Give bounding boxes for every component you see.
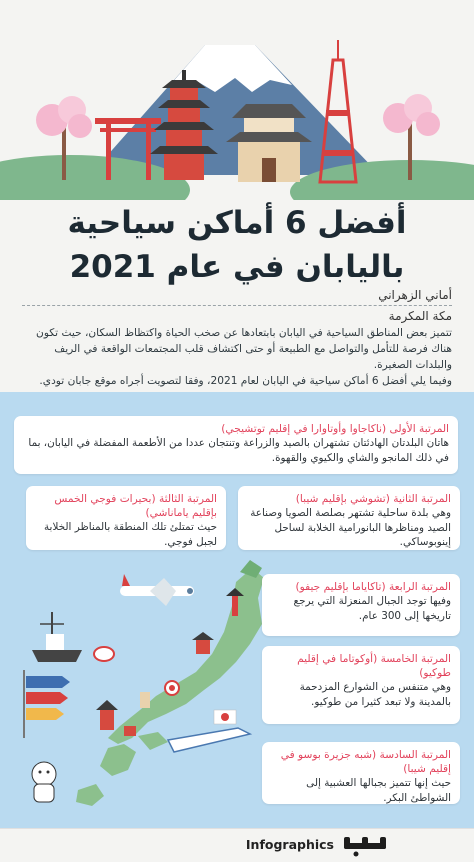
hero-illustration	[0, 0, 474, 200]
ranking-heading: المرتبة الثانية (تشوشي بإقليم شيبا)	[295, 493, 451, 505]
page-title-line1: أفضل 6 أماكن سياحية	[67, 205, 407, 241]
bullet-train-icon	[168, 728, 250, 752]
ranking-card-2	[238, 486, 460, 550]
footer-label: Infographics	[245, 837, 334, 852]
ranking-body: هاتان البلدتان الهادئتان تشتهران بالصيد والزراعة وتنتجان عددا من الأطعمة المفضلة في اليابان، بما في ذلك المانجو والشاي والكيوي والقهوة.	[28, 437, 449, 464]
ranking-body: وفيها توجد الجبال المنعزلة التي يرجع تاريخها إلى 300 عام.	[293, 595, 451, 622]
airplane-icon	[120, 574, 194, 606]
ranking-card-1	[14, 416, 458, 474]
ranking-card-5	[262, 646, 460, 724]
page-title-line2: باليابان في عام 2021	[69, 249, 405, 285]
ranking-heading: المرتبة الأولى (ناكاجاوا وأوتاوارا في إقليم توتشيجي)	[221, 423, 449, 435]
ranking-card-4	[262, 574, 460, 636]
ranking-card-3	[26, 486, 226, 550]
dateline: مكة المكرمة	[388, 309, 452, 323]
ranking-heading: المرتبة الرابعة (تاكاياما بإقليم جيفو)	[295, 581, 451, 593]
intro-paragraph-2: وفيما يلي أفضل 6 أماكن سياحية في اليابان لعام 2021، وفقا لتصويت أجراه موقع جابان تودي.	[39, 375, 452, 387]
divider	[22, 305, 452, 306]
ranking-body: وهي متنفس من الشوارع المزدحمة بالمدينة ولا تبعد كثيرا من طوكيو.	[299, 681, 451, 708]
japan-flag-icon	[214, 710, 236, 724]
ranking-heading: المرتبة السادسة (شبه جزيرة بوسو في إقليم شيبا)	[280, 749, 451, 775]
lucky-cat-icon	[32, 762, 56, 802]
japan-landmarks-illustration	[0, 0, 474, 200]
map-section	[0, 392, 474, 828]
footer	[0, 828, 474, 862]
makkah-logo-icon	[342, 833, 388, 859]
ranking-heading: المرتبة الخامسة (أوكوتاما في إقليم طوكيو)	[297, 653, 451, 679]
intro-paragraph-1: تتميز بعض المناطق السياحية في اليابان بابتعادها عن صخب الحياة واكتظاظ السكان، حيث تكون هناك فرصة للتأمل والتواصل مع الطبيعة أو حتى اكتشاف قلب المجتمعات الواقعة في الريف والبلدات الصغيرة.	[36, 327, 452, 371]
ranking-body: حيث إنها تتميز بجبالها العشبية إلى الشواطئ البكر.	[306, 777, 451, 804]
koi-flags-icon	[24, 670, 70, 738]
ranking-body: وهي بلدة ساحلية تشتهر بصلصة الصويا وصناعة الصيد ومناظرها البانورامية الخلابة لساحل إينوبوساكي.	[250, 507, 451, 548]
ranking-heading: المرتبة الثالثة (بحيرات فوجي الخمس بإقليم ياماناشي)	[54, 493, 217, 519]
ranking-body: حيث تمتلئ تلك المنطقة بالمناظر الخلابة لجبل فوجي.	[43, 521, 217, 548]
author-name: أماني الزهراني	[378, 288, 452, 302]
intro-text	[22, 325, 452, 389]
fishing-boat-icon	[32, 612, 82, 662]
ranking-card-6	[262, 742, 460, 804]
